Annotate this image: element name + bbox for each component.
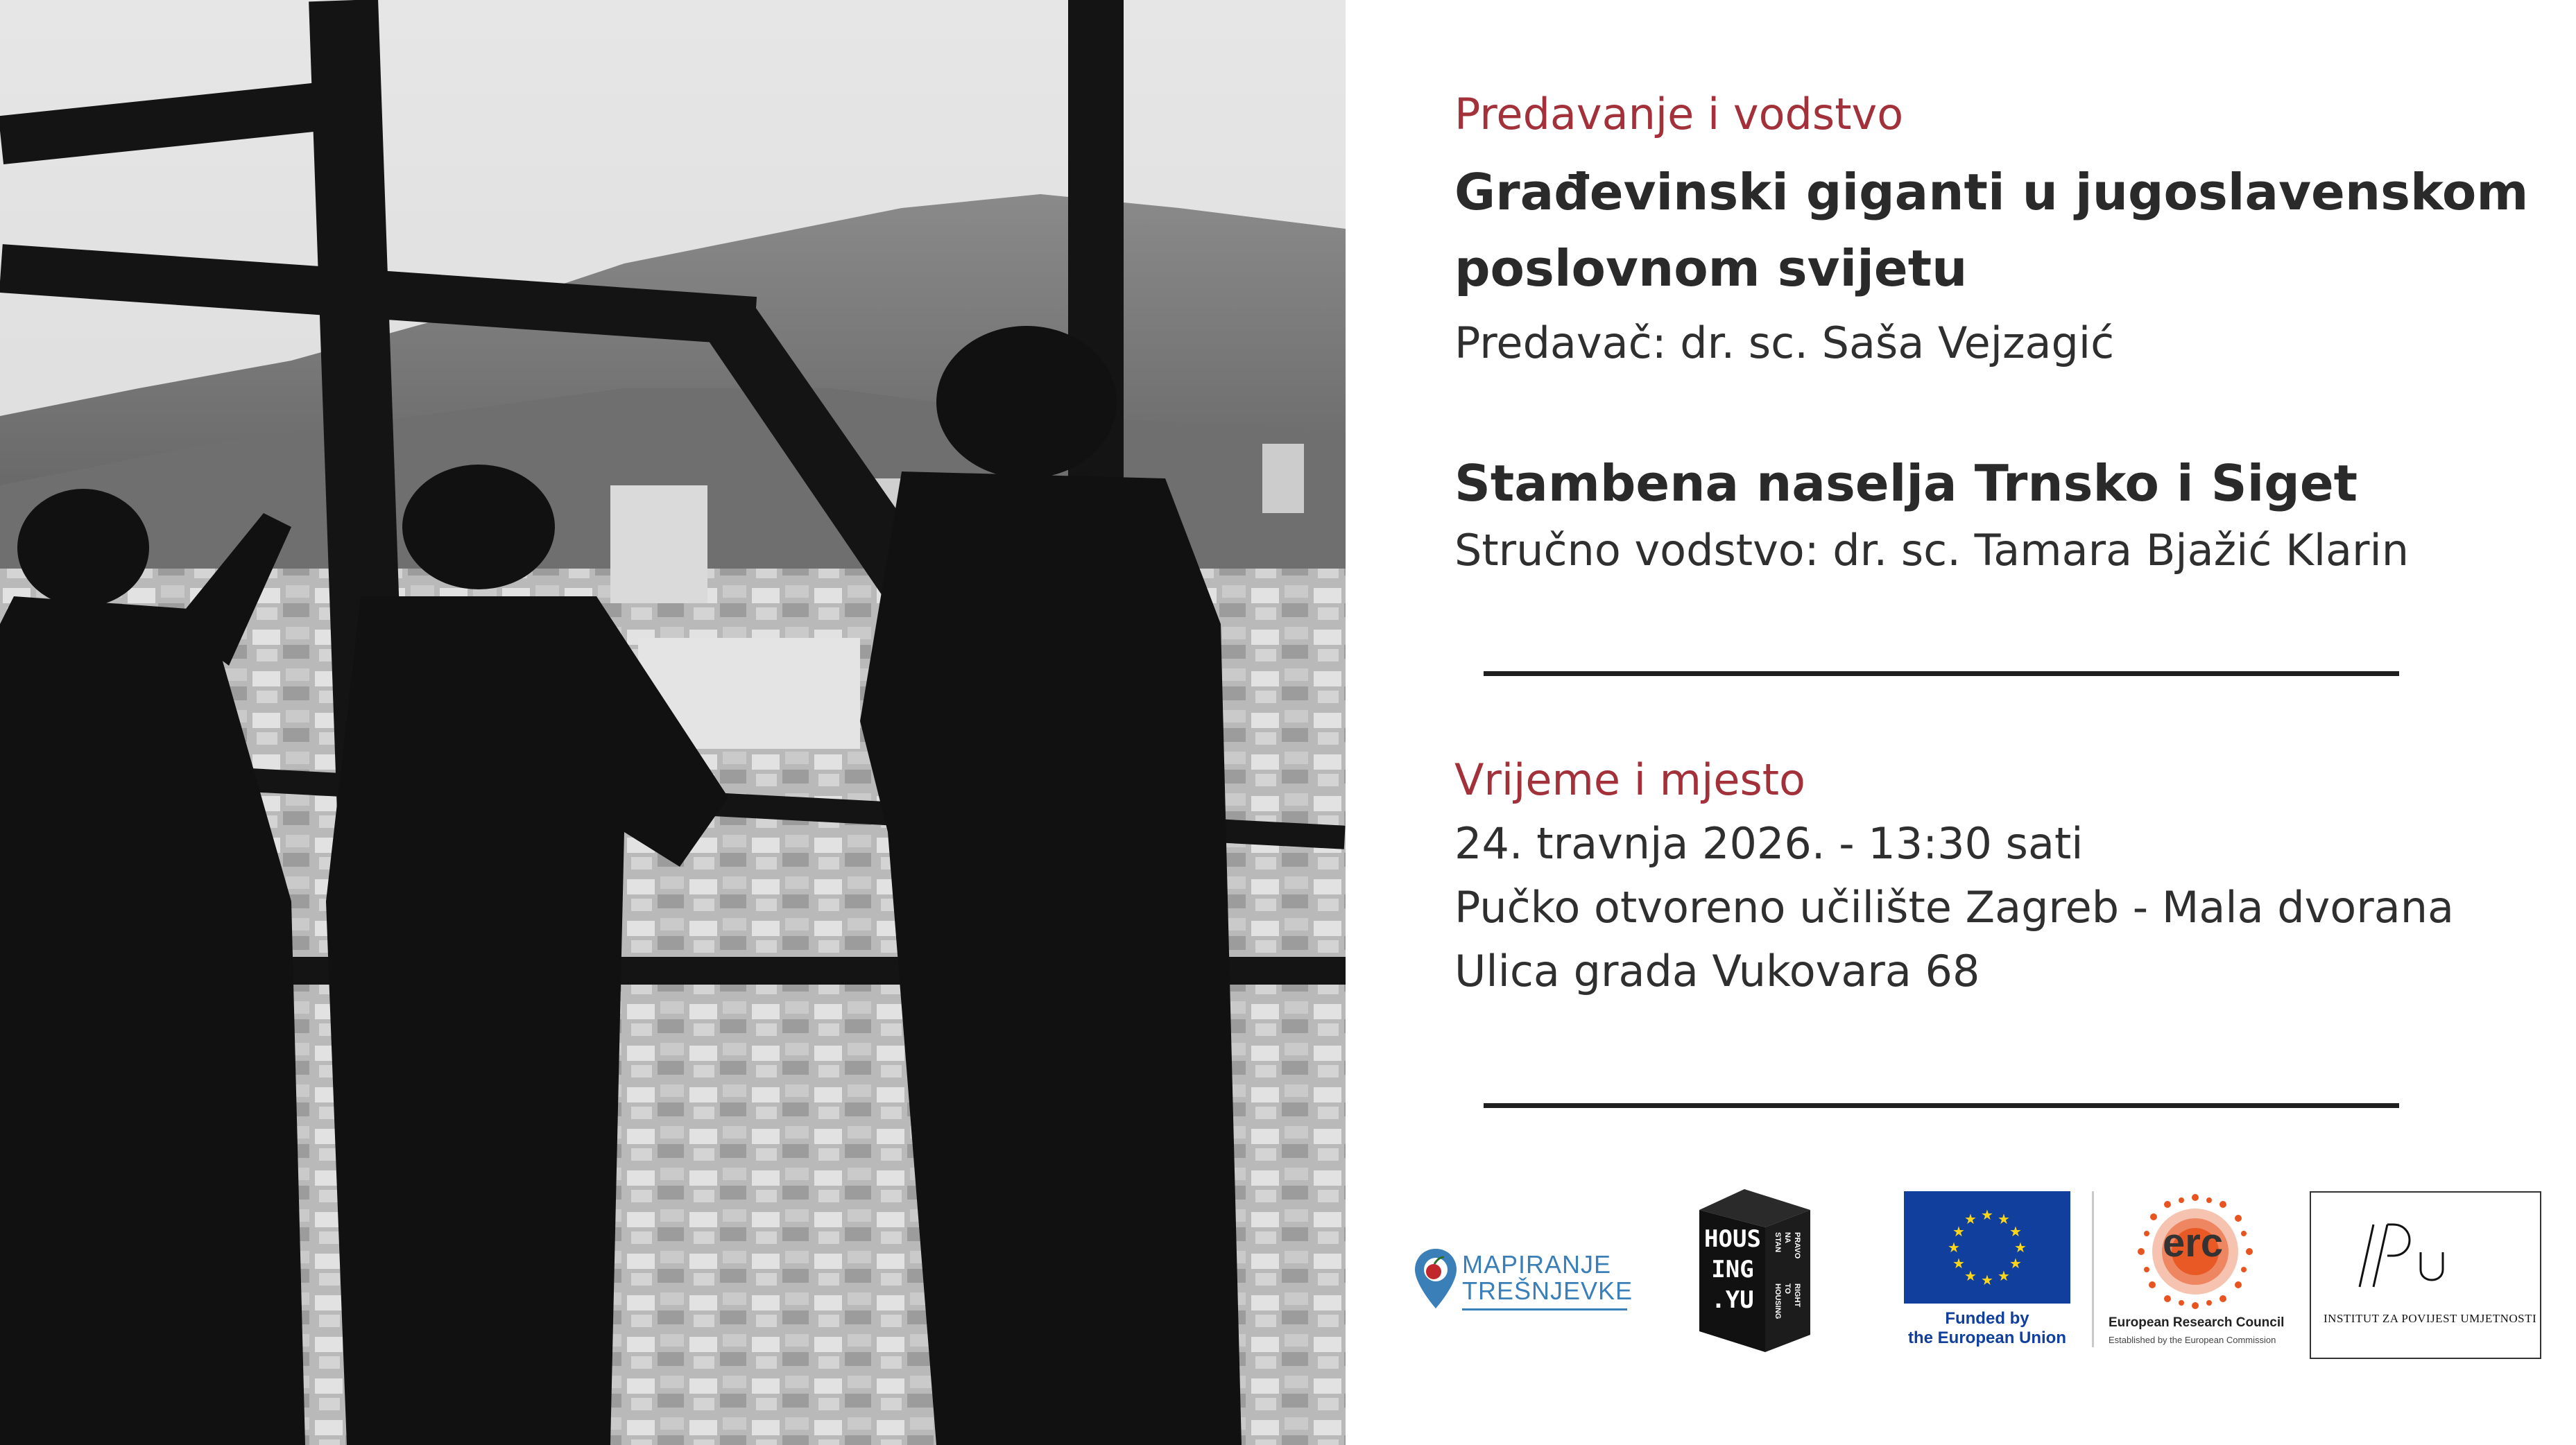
lecture-kicker: Predavanje i vodstvo: [1454, 89, 1904, 139]
mapiranje-underline: [1462, 1308, 1627, 1310]
mapiranje-line1: MAPIRANJE: [1462, 1250, 1612, 1279]
eu-stars: [1904, 1191, 2070, 1304]
erc-logo: [2109, 1189, 2285, 1352]
event-address: Ulica grada Vukovara 68: [1454, 946, 1980, 996]
svg-text:★: ★: [1952, 1255, 1965, 1272]
housing-yu-logo: [1699, 1189, 1810, 1352]
tour-guide: Stručno vodstvo: dr. sc. Tamara Bjažić Klarin: [1454, 525, 2410, 576]
event-venue: Pučko otvoreno učilište Zagreb - Mala dvorana: [1454, 882, 2455, 933]
eu-funding-logo: [1900, 1191, 2074, 1351]
eu-caption1: Funded by: [1945, 1309, 2029, 1328]
ipu-caption: INSTITUT ZA POVIJEST UMJETNOSTI: [2324, 1312, 2537, 1325]
housing-side-pravo: PRAVO NA STAN: [1774, 1232, 1801, 1259]
when-where-kicker: Vrijeme i mjesto: [1454, 754, 1805, 805]
event-datetime: 24. travnja 2026. - 13:30 sati: [1454, 818, 2084, 869]
ipu-mark-icon: [2339, 1218, 2457, 1294]
lecture-speaker: Predavač: dr. sc. Saša Vejzagić: [1454, 318, 2115, 368]
tour-title: Stambena naselja Trnsko i Siget: [1454, 454, 2358, 512]
eu-flag-icon: [1904, 1191, 2070, 1304]
housing-line3: .YU: [1711, 1286, 1754, 1314]
erc-caption1: European Research Council: [2109, 1315, 2285, 1330]
divider-top: [1484, 671, 2399, 676]
svg-text:★: ★: [1981, 1272, 1993, 1288]
housing-line1: HOUS: [1704, 1225, 1761, 1253]
lecture-title-line2: poslovnom svijetu: [1454, 239, 1968, 297]
svg-text:★: ★: [1998, 1267, 2010, 1284]
ipu-logo: [2310, 1191, 2541, 1359]
svg-text:★: ★: [1981, 1206, 1993, 1223]
logo-separator: [2092, 1191, 2094, 1347]
erc-word: erc: [2163, 1220, 2224, 1265]
svg-text:★: ★: [2014, 1239, 2027, 1256]
svg-text:★: ★: [1964, 1267, 1977, 1284]
housing-side-right: RIGHT TO HOUSING: [1774, 1283, 1801, 1319]
svg-text:★: ★: [2009, 1223, 2022, 1240]
housing-line2: ING: [1711, 1256, 1754, 1283]
svg-text:★: ★: [1998, 1211, 2010, 1227]
lecture-title-line1: Građevinski giganti u jugoslavenskom: [1454, 163, 2529, 221]
mapiranje-line2: TREŠNJEVKE: [1462, 1277, 1633, 1305]
svg-text:★: ★: [2009, 1255, 2022, 1272]
erc-caption2: Established by the European Commission: [2109, 1335, 2276, 1345]
svg-text:★: ★: [1964, 1211, 1977, 1227]
eu-caption2: the European Union: [1908, 1329, 2066, 1347]
divider-bottom: [1484, 1103, 2399, 1108]
map-pin-icon: [1414, 1247, 1458, 1311]
svg-text:★: ★: [1948, 1239, 1960, 1256]
svg-text:★: ★: [1952, 1223, 1965, 1240]
mapiranje-tresnjevke-logo: [1414, 1245, 1635, 1314]
